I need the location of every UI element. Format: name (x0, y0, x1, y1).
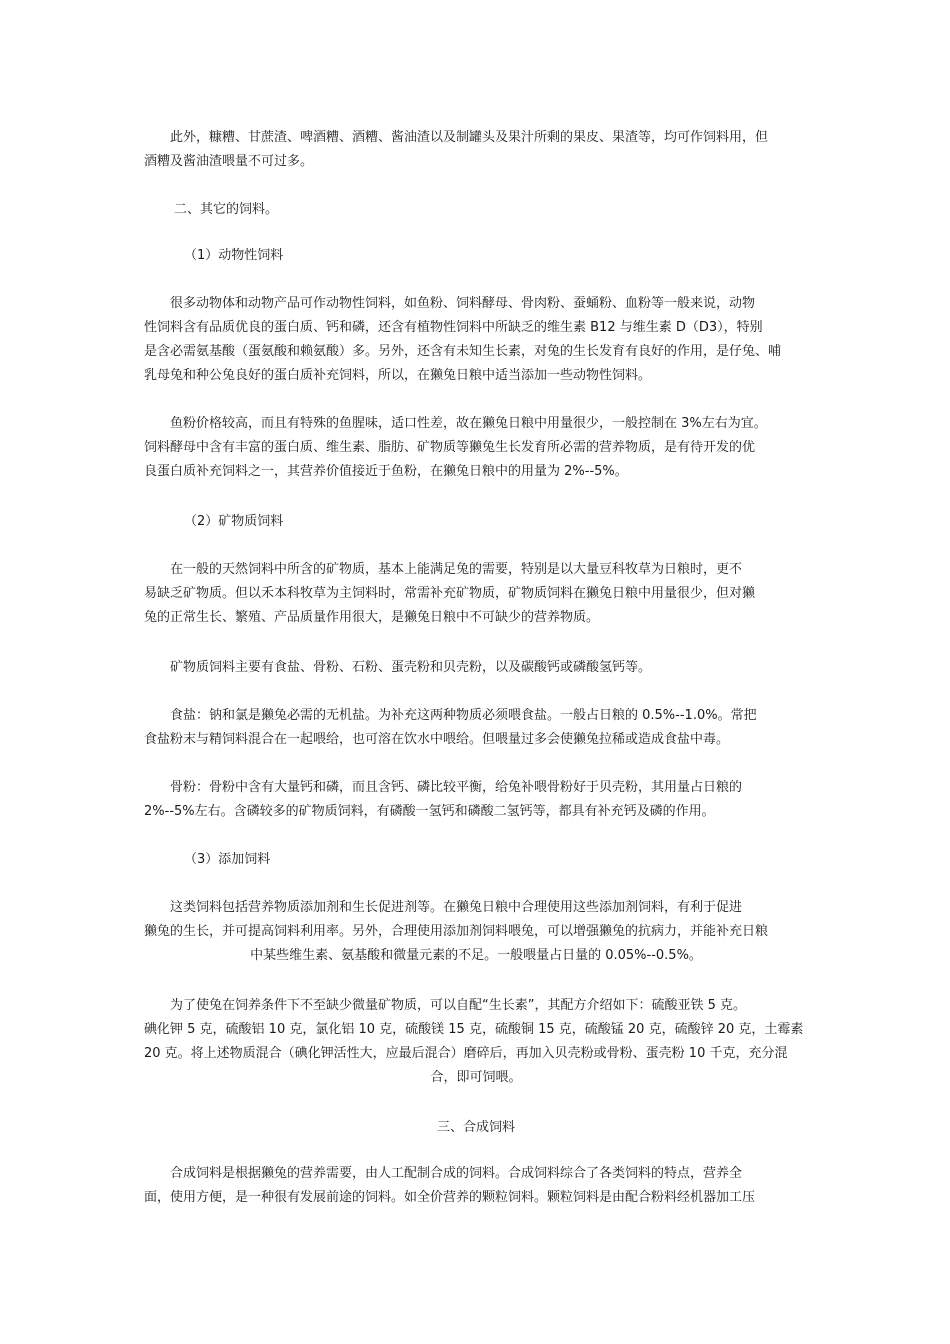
text-line: 碘化钾 5 克，硫酸铝 10 克，氯化铝 10 克，硫酸镁 15 克，硫酸铜 15 克，硫酸锰 20 克，硫酸锌 20 克，土霉素 (144, 1022, 804, 1037)
paragraph-compound (144, 1162, 808, 1210)
text-line: 饲料酵母中含有丰富的蛋白质、维生素、脂肪、矿物质等獭兔生长发育所必需的营养物质，是有待开发的优 (144, 440, 756, 455)
text-line: 獭兔的生长，并可提高饲料利用率。另外，合理使用添加剂饲料喂兔，可以增强獭兔的抗病力，并能补充日粮 (144, 924, 769, 939)
text-line: 2%--5%左右。含磷较多的矿物质饲料，有磷酸一氢钙和磷酸二氢钙等，都具有补充钙及磷的作用。 (144, 804, 715, 819)
paragraph-additive (144, 896, 808, 968)
paragraph-animal-feed (144, 292, 808, 388)
subsection-heading-animal-feed: （1）动物性饲料 (184, 248, 284, 263)
section-heading-other-feed: 二、其它的饲料。 (174, 202, 279, 217)
section-heading-compound-feed: 三、合成饲料 (436, 1120, 515, 1135)
text-line: 易缺乏矿物质。但以禾本科牧草为主饲料时，常需补充矿物质，矿物质饲料在獭兔日粮中用量很少，但对獭 (144, 586, 756, 601)
text-line: 在一般的天然饲料中所含的矿物质，基本上能满足兔的需要，特别是以大量豆科牧草为日粮时，更不 (170, 562, 743, 577)
text-line: 兔的正常生长、繁殖、产品质量作用很大，是獭兔日粮中不可缺少的营养物质。 (144, 610, 600, 625)
text-line: 合成饲料是根据獭兔的营养需要，由人工配制合成的饲料。合成饲料综合了各类饲料的特点，营养全 (170, 1166, 743, 1181)
subsection-heading-additive-feed: （3）添加饲料 (184, 852, 271, 867)
subsection-heading-mineral-feed: （2）矿物质饲料 (184, 514, 284, 529)
paragraph-mineral (144, 558, 808, 630)
text-line: 食盐：钠和氯是獭兔必需的无机盐。为补充这两种物质必须喂食盐。一般占日粮的 0.5%--1.0%。常把 (170, 708, 757, 723)
text-line: 面，使用方便，是一种很有发展前途的饲料。如全价营养的颗粒饲料。颗粒饲料是由配合粉料经机器加工压 (144, 1190, 756, 1205)
text-line: 乳母兔和种公兔良好的蛋白质补充饲料，所以，在獭兔日粮中适当添加一些动物性饲料。 (144, 368, 652, 383)
paragraph-growth-formula (144, 994, 808, 1090)
paragraph-byproducts (144, 126, 808, 174)
paragraph-fishmeal (144, 412, 808, 484)
text-line: 此外，糠糟、甘蔗渣、啤酒糟、酒糟、酱油渣以及制罐头及果汁所剩的果皮、果渣等，均可作饲料用，但 (170, 130, 769, 145)
text-line: 食盐粉末与精饲料混合在一起喂给，也可溶在饮水中喂给。但喂量过多会使獭兔拉稀或造成食盐中毒。 (144, 732, 730, 747)
text-line: 性饲料含有品质优良的蛋白质、钙和磷，还含有植物性饲料中所缺乏的维生素 B12 与维生素 D（D3），特别 (144, 320, 763, 335)
text-line: 中某些维生素、氨基酸和微量元素的不足。一般喂量占日量的 0.05%--0.5%。 (250, 948, 702, 963)
text-line: 是含必需氨基酸（蛋氨酸和赖氨酸）多。另外，还含有未知生长素，对兔的生长发育有良好的作用，是仔兔、哺 (144, 344, 782, 359)
text-line: 酒糟及酱油渣喂量不可过多。 (144, 154, 314, 169)
paragraph-bone-meal (144, 776, 808, 824)
text-line: 良蛋白质补充饲料之一，其营养价值接近于鱼粉，在獭兔日粮中的用量为 2%--5%。 (144, 464, 628, 479)
text-line: 为了使兔在饲养条件下不至缺少微量矿物质，可以自配“生长素”，其配方介绍如下：硫酸亚铁 5 克。 (170, 998, 747, 1013)
text-line: 鱼粉价格较高，而且有特殊的鱼腥味，适口性差，故在獭兔日粮中用量很少，一般控制在 3%左右为宜。 (170, 416, 767, 431)
text-line: 合，即可饲喂。 (430, 1070, 522, 1085)
paragraph-mineral-types: 矿物质饲料主要有食盐、骨粉、石粉、蛋壳粉和贝壳粉，以及碳酸钙或磷酸氢钙等。 (170, 660, 652, 675)
text-line: 20 克。将上述物质混合（碘化钾活性大，应最后混合）磨碎后，再加入贝壳粉或骨粉、蛋壳粉 10 千克，充分混 (144, 1046, 788, 1061)
text-line: 很多动物体和动物产品可作动物性饲料，如鱼粉、饲料酵母、骨肉粉、蚕蛹粉、血粉等一般来说，动物 (170, 296, 756, 311)
text-line: 骨粉：骨粉中含有大量钙和磷，而且含钙、磷比较平衡，给兔补喂骨粉好于贝壳粉，其用量占日粮的 (170, 780, 743, 795)
text-line: 这类饲料包括营养物质添加剂和生长促进剂等。在獭兔日粮中合理使用这些添加剂饲料，有利于促进 (170, 900, 743, 915)
paragraph-salt (144, 704, 808, 752)
